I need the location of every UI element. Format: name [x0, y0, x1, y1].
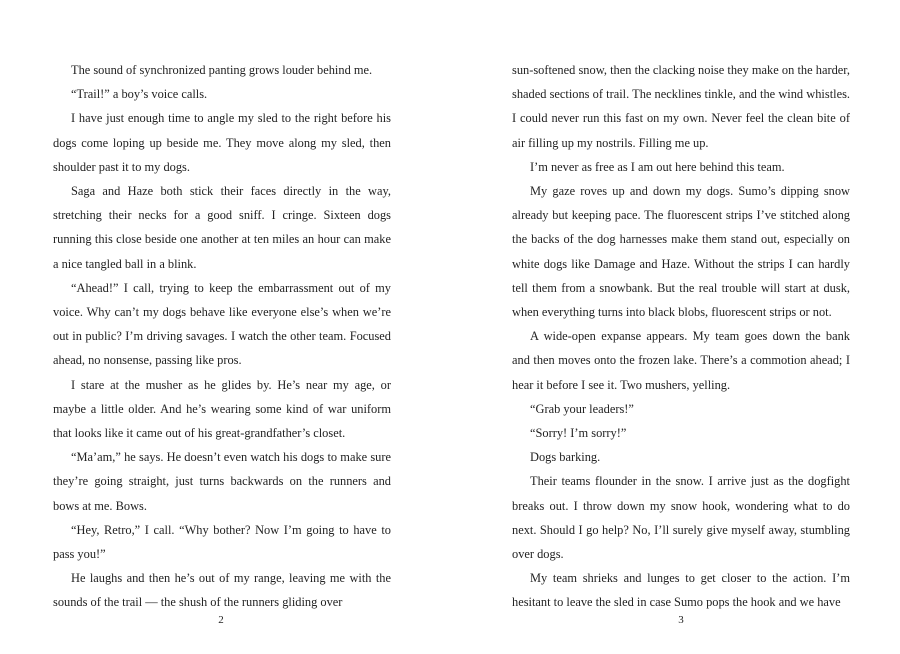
- paragraph: “Ahead!” I call, trying to keep the embarrassment out of my voice. Why can’t my dogs behave like everyone else’s when we’re out in public? I’m driving savages. I watch the other team. Focused ahead, no nonsense, passing like pros.: [53, 280, 391, 368]
- paragraph: He laughs and then he’s out of my range, leaving me with the sounds of the trail — the shush of the runners gliding over: [53, 571, 391, 610]
- paragraph: Dogs barking.: [530, 450, 601, 465]
- paragraph: Saga and Haze both stick their faces directly in the way, stretching their necks for a good sniff. I cringe. Sixteen dogs running this close beside one another at ten miles an hour can make a nice tangled ball in a blink.: [53, 184, 391, 271]
- right-page-text: [512, 58, 850, 615]
- paragraph: My team shrieks and lunges to get closer to the action. I’m hesitant to leave the sled in case Sumo pops the hook and we have: [512, 571, 850, 610]
- paragraph-continuation: sun-softened snow, then the clacking noise they make on the harder, shaded sections of trail. The necklines tinkle, and the wind whistles. I could never run this fast on my own. Never feel the clean bite of air filling up my nostrils. Filling me up.: [512, 63, 850, 150]
- page-number-right: 3: [678, 614, 684, 626]
- paragraph: “Sorry! I’m sorry!”: [530, 426, 627, 441]
- left-page-text: [53, 58, 391, 615]
- paragraph: I stare at the musher as he glides by. He’s near my age, or maybe a little older. And he’s wearing some kind of war uniform that looks like it came out of his great-grandfather’s closet.: [53, 377, 391, 441]
- paragraph: I have just enough time to angle my sled to the right before his dogs come loping up beside me. They move along my sled, then shoulder past it to my dogs.: [53, 111, 391, 174]
- paragraph: My gaze roves up and down my dogs. Sumo’s dipping snow already but keeping pace. The fluorescent strips I’ve stitched along the backs of the dog harnesses make them stand out, especially on white dogs like Damage and Haze. Without the strips I can hardly tell them from a snowbank. But the real trouble will start at dusk, when everything turns into black blobs, fluorescent strips or not.: [512, 184, 850, 320]
- paragraph: A wide-open expanse appears. My team goes down the bank and then moves onto the frozen lake. There’s a commotion ahead; I hear it before I see it. Two mushers, yelling.: [512, 329, 850, 392]
- page-number-left: 2: [218, 614, 224, 626]
- paragraph: The sound of synchronized panting grows louder behind me.: [71, 63, 373, 77]
- paragraph: “Ma’am,” he says. He doesn’t even watch his dogs to make sure they’re going straight, just turns backwards on the runners and bows at me. Bows.: [53, 450, 391, 513]
- paragraph: Their teams flounder in the snow. I arrive just as the dogfight breaks out. I throw down my snow hook, wondering what to do next. Should I go help? No, I’ll surely give myself away, stumbling over dogs.: [512, 474, 850, 562]
- paragraph: “Hey, Retro,” I call. “Why bother? Now I’m going to have to pass you!”: [53, 522, 391, 562]
- paragraph: I’m never as free as I am out here behind this team.: [530, 159, 785, 174]
- paragraph: “Grab your leaders!”: [530, 401, 634, 416]
- paragraph: “Trail!” a boy’s voice calls.: [71, 87, 208, 102]
